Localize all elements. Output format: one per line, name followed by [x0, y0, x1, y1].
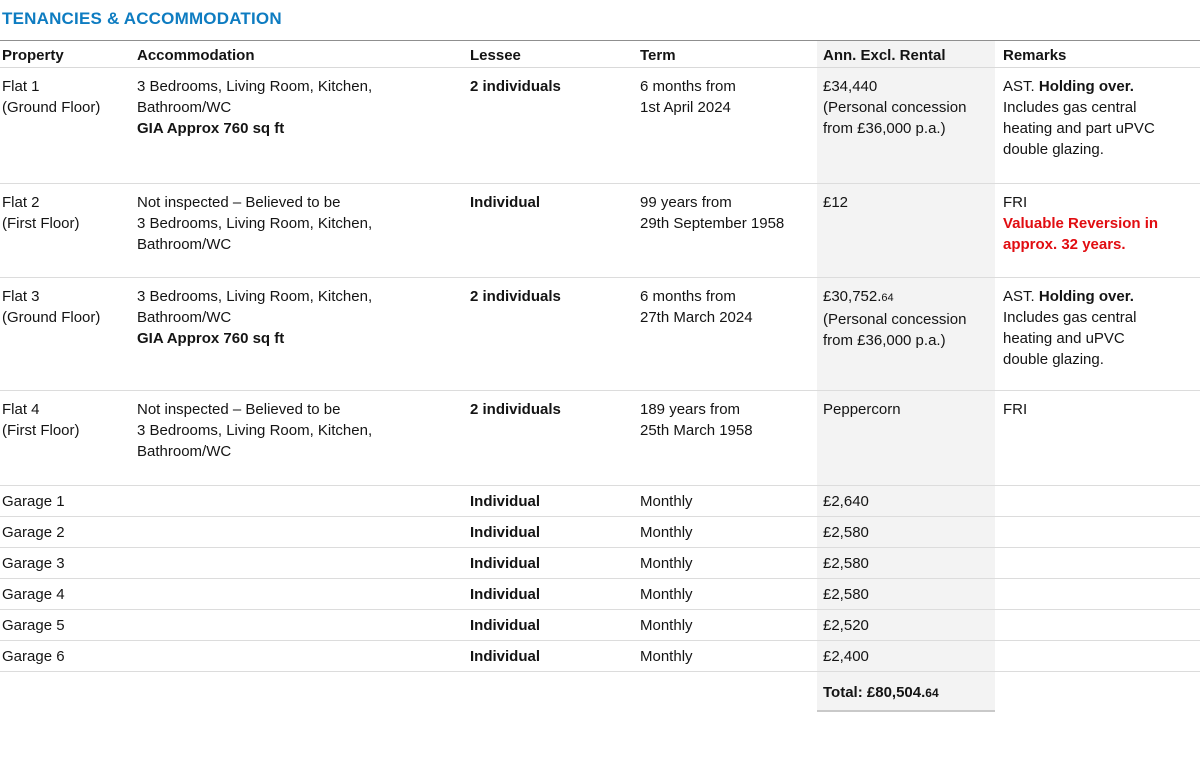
- cell-property: Garage 1: [2, 493, 65, 510]
- total-rental-value: [817, 672, 995, 712]
- cell-remarks: AST. Holding over. Includes gas central heating and part uPVC double glazing.: [1003, 78, 1155, 158]
- cell-accommodation: [137, 641, 470, 671]
- cell-lessee: Individual: [470, 524, 541, 541]
- cell-rental: £2,400: [817, 641, 995, 671]
- cell-property: Flat 1 (Ground Floor): [2, 78, 101, 116]
- cell-remarks: [995, 579, 1200, 609]
- table-row: [0, 390, 1200, 485]
- cell-rental: £34,440 (Personal concession from £36,000 p.a.): [817, 68, 995, 183]
- cell-rental: £30,752.64 (Personal concession from £36,000 p.a.): [817, 278, 995, 390]
- column-header-lessee: Lessee: [470, 47, 521, 64]
- cell-rental: £2,580: [817, 579, 995, 609]
- cell-property: Flat 2 (First Floor): [2, 194, 80, 232]
- table-body: [0, 68, 1200, 671]
- cell-accommodation: [137, 517, 470, 547]
- table-row: [0, 547, 1200, 578]
- cell-property: Garage 5: [2, 617, 65, 634]
- cell-accommodation: [137, 486, 470, 516]
- column-header-remarks: Remarks: [1003, 47, 1067, 64]
- total-cell-accommodation: [137, 672, 470, 712]
- cell-term: 99 years from 29th September 1958: [640, 194, 785, 232]
- total-cell-term: [640, 672, 817, 712]
- cell-remarks: AST. Holding over. Includes gas central heating and uPVC double glazing.: [1003, 288, 1137, 368]
- page-title: TENANCIES & ACCOMMODATION: [2, 9, 282, 28]
- cell-property: Garage 6: [2, 648, 65, 665]
- cell-term: Monthly: [640, 493, 693, 510]
- cell-accommodation: [137, 579, 470, 609]
- cell-lessee: Individual: [470, 555, 541, 572]
- cell-accommodation: [137, 610, 470, 640]
- cell-remarks: [995, 517, 1200, 547]
- cell-term: Monthly: [640, 586, 693, 603]
- table-row: [0, 68, 1200, 183]
- cell-rental: £12: [817, 184, 995, 277]
- cell-remarks: [995, 641, 1200, 671]
- table-row: [0, 183, 1200, 277]
- document-page: [0, 9, 1200, 760]
- cell-accommodation: [137, 548, 470, 578]
- total-row: [0, 671, 1200, 712]
- table-row: [0, 485, 1200, 516]
- cell-lessee: 2 individuals: [470, 401, 561, 418]
- total-label: Total: £80,504.: [823, 684, 926, 701]
- cell-rental: £2,520: [817, 610, 995, 640]
- cell-accommodation: Not inspected – Believed to be 3 Bedrooms, Living Room, Kitchen, Bathroom/WC: [137, 194, 373, 253]
- total-cell-lessee: [470, 672, 640, 712]
- cell-rental: £2,580: [817, 548, 995, 578]
- cell-remarks: FRI: [1003, 401, 1028, 418]
- total-decimals: 64: [925, 686, 939, 700]
- table-row: [0, 578, 1200, 609]
- table-row: [0, 277, 1200, 390]
- table-row: [0, 516, 1200, 547]
- cell-lessee: Individual: [470, 194, 541, 211]
- cell-remarks: FRI Valuable Reversion in approx. 32 years.: [1003, 194, 1159, 253]
- table-header-row: [0, 40, 1200, 68]
- table-row: [0, 609, 1200, 640]
- cell-property: Garage 2: [2, 524, 65, 541]
- total-cell-property: [0, 672, 137, 712]
- cell-remarks: [995, 610, 1200, 640]
- column-header-rental: Ann. Excl. Rental: [817, 41, 995, 67]
- cell-lessee: Individual: [470, 493, 541, 510]
- table-row: [0, 640, 1200, 671]
- cell-lessee: Individual: [470, 648, 541, 665]
- cell-rental: Peppercorn: [817, 391, 995, 485]
- column-header-term: Term: [640, 47, 676, 64]
- cell-property: Garage 4: [2, 586, 65, 603]
- cell-accommodation: Not inspected – Believed to be 3 Bedrooms, Living Room, Kitchen, Bathroom/WC: [137, 401, 373, 460]
- cell-lessee: Individual: [470, 586, 541, 603]
- tenancies-table: [0, 40, 1200, 712]
- cell-property: Garage 3: [2, 555, 65, 572]
- cell-lessee: Individual: [470, 617, 541, 634]
- cell-term: Monthly: [640, 648, 693, 665]
- cell-remarks: [995, 548, 1200, 578]
- cell-rental: £2,640: [817, 486, 995, 516]
- cell-accommodation: 3 Bedrooms, Living Room, Kitchen, Bathroom/WC GIA Approx 760 sq ft: [137, 288, 373, 347]
- cell-term: 189 years from 25th March 1958: [640, 401, 753, 439]
- cell-lessee: 2 individuals: [470, 288, 561, 305]
- cell-accommodation: 3 Bedrooms, Living Room, Kitchen, Bathroom/WC GIA Approx 760 sq ft: [137, 78, 373, 137]
- cell-term: Monthly: [640, 555, 693, 572]
- cell-rental: £2,580: [817, 517, 995, 547]
- cell-property: Flat 3 (Ground Floor): [2, 288, 101, 326]
- cell-property: Flat 4 (First Floor): [2, 401, 80, 439]
- cell-term: Monthly: [640, 524, 693, 541]
- cell-remarks: [995, 486, 1200, 516]
- column-header-accommodation: Accommodation: [137, 47, 255, 64]
- cell-term: 6 months from 27th March 2024: [640, 288, 753, 326]
- cell-term: 6 months from 1st April 2024: [640, 78, 736, 116]
- column-header-property: Property: [2, 47, 64, 64]
- cell-term: Monthly: [640, 617, 693, 634]
- cell-lessee: 2 individuals: [470, 78, 561, 95]
- total-cell-remarks: [995, 672, 1200, 712]
